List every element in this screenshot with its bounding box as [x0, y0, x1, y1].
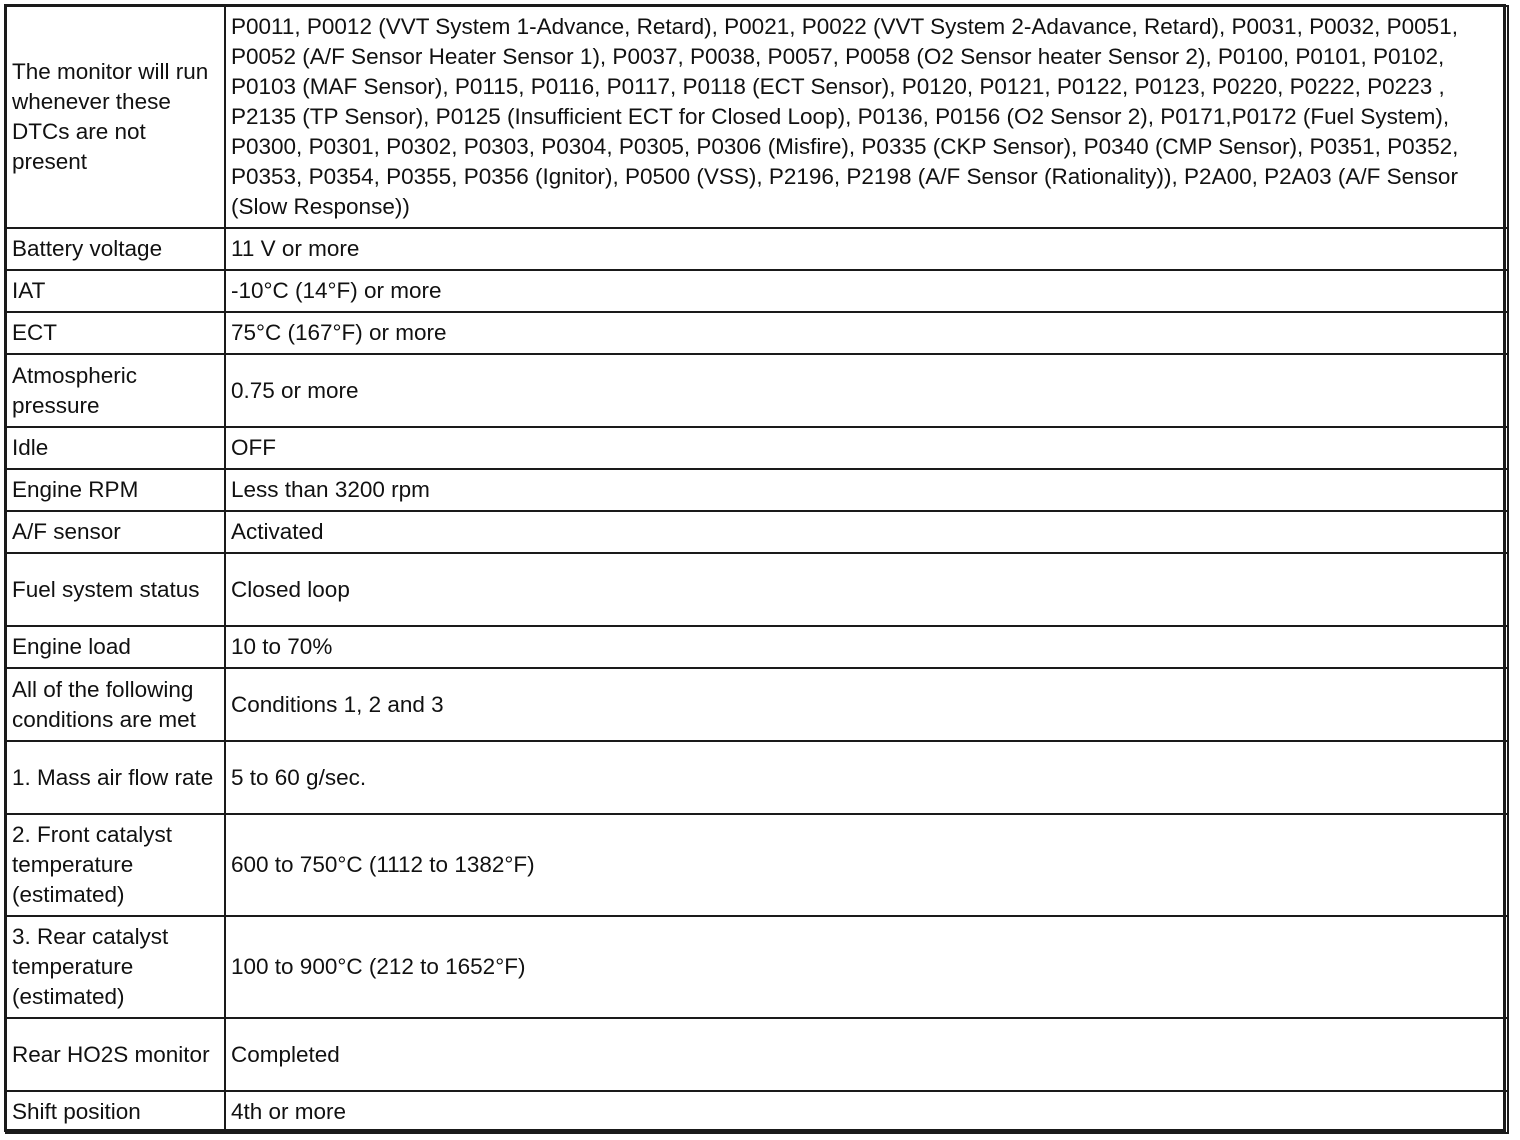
- condition-value: Completed: [225, 1018, 1508, 1091]
- condition-value: 11 V or more: [225, 228, 1508, 270]
- table-row: [6, 312, 1508, 354]
- monitor-conditions-table: [5, 5, 1509, 1134]
- condition-label: Battery voltage: [6, 228, 225, 270]
- condition-label: Idle: [6, 427, 225, 469]
- condition-label: Atmospheric pressure: [6, 354, 225, 427]
- condition-value: 5 to 60 g/sec.: [225, 741, 1508, 814]
- condition-value: Conditions 1, 2 and 3: [225, 668, 1508, 741]
- condition-value: P0011, P0012 (VVT System 1-Advance, Retard), P0021, P0022 (VVT System 2-Adavance, Retard), P0031, P0032, P0051, P0052 (A/F Sensor Heater Sensor 1), P0037, P0038, P0057, P0058 (O2 Sensor heater Sensor 2), P0100, P0101, P0102, P0103 (MAF Sensor), P0115, P0116, P0117, P0118 (ECT Sensor), P0120, P0121, P0122, P0123, P0220, P0222, P0223 , P2135 (TP Sensor), P0125 (Insufficient ECT for Closed Loop), P0136, P0156 (O2 Sensor 2), P0171,P0172 (Fuel System), P0300, P0301, P0302, P0303, P0304, P0305, P0306 (Misfire), P0335 (CKP Sensor), P0340 (CMP Sensor), P0351, P0352, P0353, P0354, P0355, P0356 (Ignitor), P0500 (VSS), P2196, P2198 (A/F Sensor (Rationality)), P2A00, P2A03 (A/F Sensor (Slow Response)): [225, 6, 1508, 228]
- table-row: [6, 228, 1508, 270]
- table-row: [6, 916, 1508, 1018]
- condition-value: 4th or more: [225, 1091, 1508, 1133]
- condition-label: The monitor will run whenever these DTCs are not present: [6, 6, 225, 228]
- condition-value: OFF: [225, 427, 1508, 469]
- conditions-sheet: [5, 5, 1509, 1134]
- condition-value: 75°C (167°F) or more: [225, 312, 1508, 354]
- condition-label: A/F sensor: [6, 511, 225, 553]
- table-row: [6, 741, 1508, 814]
- table-row: [6, 553, 1508, 626]
- condition-label: Engine load: [6, 626, 225, 668]
- condition-label: Fuel system status: [6, 553, 225, 626]
- table-row: [6, 270, 1508, 312]
- table-row: [6, 354, 1508, 427]
- condition-label: 3. Rear catalyst temperature (estimated): [6, 916, 225, 1018]
- condition-label: All of the following conditions are met: [6, 668, 225, 741]
- condition-label: Shift position: [6, 1091, 225, 1133]
- condition-value: 600 to 750°C (1112 to 1382°F): [225, 814, 1508, 916]
- condition-value: Closed loop: [225, 553, 1508, 626]
- condition-label: ECT: [6, 312, 225, 354]
- table-row: [6, 1091, 1508, 1133]
- condition-label: Engine RPM: [6, 469, 225, 511]
- condition-value: Less than 3200 rpm: [225, 469, 1508, 511]
- condition-label: 2. Front catalyst temperature (estimated): [6, 814, 225, 916]
- table-row: [6, 626, 1508, 668]
- condition-value: 100 to 900°C (212 to 1652°F): [225, 916, 1508, 1018]
- table-row: [6, 1018, 1508, 1091]
- condition-value: 10 to 70%: [225, 626, 1508, 668]
- condition-label: 1. Mass air flow rate: [6, 741, 225, 814]
- condition-label: Rear HO2S monitor: [6, 1018, 225, 1091]
- table-row: [6, 427, 1508, 469]
- condition-value: Activated: [225, 511, 1508, 553]
- table-row: [6, 469, 1508, 511]
- condition-label: IAT: [6, 270, 225, 312]
- table-row: [6, 814, 1508, 916]
- table-row: [6, 6, 1508, 228]
- condition-value: -10°C (14°F) or more: [225, 270, 1508, 312]
- condition-value: 0.75 or more: [225, 354, 1508, 427]
- table-row: [6, 511, 1508, 553]
- table-row: [6, 668, 1508, 741]
